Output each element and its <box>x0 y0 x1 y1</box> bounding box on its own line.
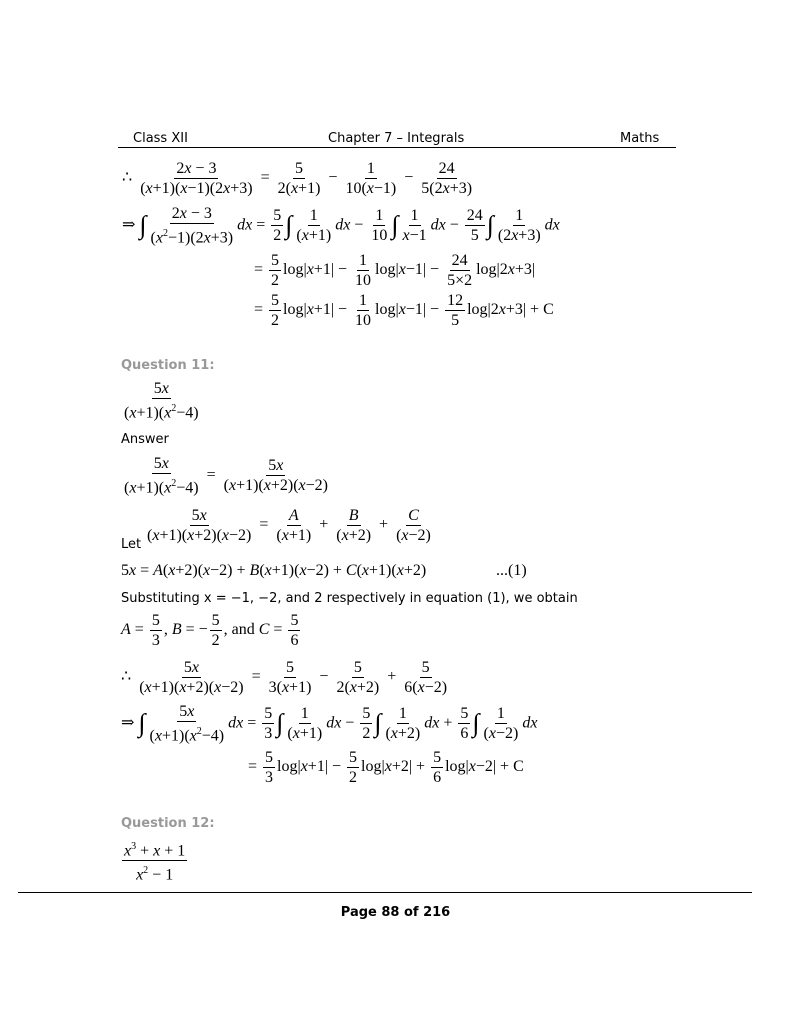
header-chapter: Chapter 7 – Integrals <box>328 131 465 146</box>
equation-tag-1: ...(1) <box>496 562 527 579</box>
q11-partial-fraction-result: ∴ $\frac{5x}{(x+1)(x+2)(x-2)}$ = $\frac{5}{3(x+1)}$ − $\frac{5}{2(x+2)}$ + $\frac{5}{6(x-2)}$ <box>121 659 448 696</box>
answer-label: Answer <box>121 432 169 447</box>
q11-factorization: $\frac{5x}{(x+1)(x^2-4)}$ = $\frac{5x}{(x+1)(x+2)(x-2)}$ <box>124 455 329 497</box>
page-number: Page 88 of 216 <box>340 905 451 920</box>
question-12-heading: Question 12: <box>121 816 215 831</box>
q11-partial-fraction-form: $\frac{5x}{(x+1)(x+2)(x-2)}$ = $\frac{A}{(x+1)}$ + $\frac{B}{(x+2)}$ + $\frac{C}{(x-2)}$ <box>147 507 431 544</box>
header-subject: Maths <box>620 131 660 146</box>
let-label: Let <box>121 537 142 552</box>
q11-equation-1: 5x = A(x+2)(x−2) + B(x+1)(x−2) + C(x+1)(x+2) <box>121 562 427 579</box>
q10-partial-fraction-result: ∴ $\frac{2x - 3}{(x+1)(x-1)(2x+3)}$ = $\frac{5}{2(x+1)}$ − $\frac{1}{10(x-1)}$ − $\frac{24}{5(2x+3)}$ <box>122 160 473 197</box>
substitution-text: Substituting x = −1, −2, and 2 respectively in equation (1), we obtain <box>121 591 578 606</box>
q11-integrand: $\frac{5x}{(x+1)(x^2-4)}$ <box>124 380 199 422</box>
q11-integral-setup: ⇒ ∫ $\frac{5x}{(x+1)(x^2-4)}$ dx = $\frac{5}{3}$ ∫ $\frac{1}{(x+1)}$ dx − $\frac{5}{2}$ ∫ $\frac{1}{(x+2)}$ dx + $\frac{5}{6}$ ∫ $\frac{1}{(x-2)}$ dx <box>121 703 538 745</box>
q10-log-result-1: = $\frac{5}{2}$ log|x+1| − $\frac{1}{10}$ log|x−1| − $\frac{24}{5\times 2}$ log|2x+3| <box>254 252 536 289</box>
q11-coefficients: A = $\frac{5}{3}$ , B = − $\frac{5}{2}$ , and C = $\frac{5}{6}$ <box>121 612 299 649</box>
header-rule <box>118 147 676 148</box>
q11-log-result: = $\frac{5}{3}$ log|x+1| − $\frac{5}{2}$ log|x+2| + $\frac{5}{6}$ log|x−2| + C <box>248 749 524 786</box>
header-class: Class XII <box>133 131 188 146</box>
q10-integral-setup: ⇒ ∫ $\frac{2x - 3}{(x^2-1)(2x+3)}$ dx = $\frac{5}{2}$ ∫ $\frac{1}{(x+1)}$ dx − $\frac{1}{10}$ ∫ $\frac{1}{x-1}$ dx − $\frac{24}{5}$ ∫ $\frac{1}{(2x+3)}$ dx <box>122 205 560 247</box>
q12-integrand: $\frac{x^3 + x + 1}{x^2 - 1}$ <box>120 838 189 884</box>
q10-log-result-final: = $\frac{5}{2}$ log|x+1| − $\frac{1}{10}$ log|x−1| − $\frac{12}{5}$ log|2x+3| + C <box>254 292 554 329</box>
question-11-heading: Question 11: <box>121 358 215 373</box>
footer-rule <box>18 892 752 893</box>
